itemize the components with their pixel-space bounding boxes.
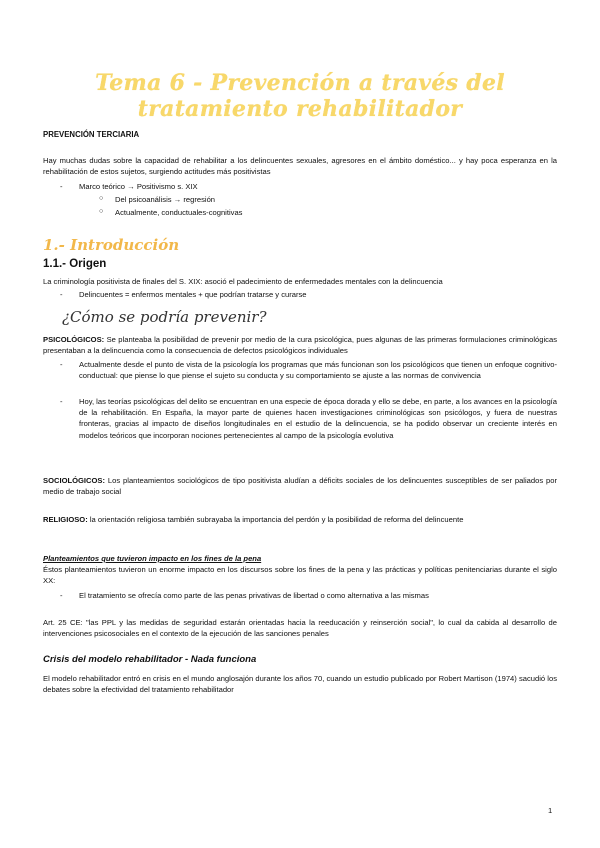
- planteamientos-bullet: [60, 590, 557, 601]
- prevencion-terciaria-heading: PREVENCIÓN TERCIARIA: [43, 130, 140, 139]
- sociologicos-label: SOCIOLÓGICOS:: [43, 476, 106, 485]
- como-prevenir-heading: ¿Cómo se podría prevenir?: [62, 308, 267, 326]
- circle-marker: ○: [99, 195, 104, 202]
- religioso-paragraph: [43, 514, 557, 525]
- dash-marker: -: [60, 397, 63, 406]
- psico-bullet: [60, 359, 557, 381]
- art25-paragraph: Art. 25 CE: "las PPL y las medidas de seguridad estarán orientadas hacia la reeducación y reinserción social", lo cual da cabida al desarrollo de intervenciones psicosociales en el contexto de la ejecución de las sanciones penales: [43, 618, 557, 639]
- psicologicos-paragraph: [43, 334, 557, 356]
- marco-sub-text: Del psicoanálisis → regresión: [115, 195, 216, 204]
- sociologicos-paragraph: [43, 475, 557, 497]
- psicologicos-label: PSICOLÓGICOS:: [43, 335, 105, 344]
- religioso-text: la orientación religiosa también subrayaba la importancia del perdón y la posibilidad de reforma del delincuente: [87, 515, 464, 524]
- document-title: Tema 6 - Prevención a través del tratamiento rehabilitador: [95, 70, 505, 122]
- dash-marker: -: [60, 182, 63, 191]
- psico-bullet: [60, 396, 557, 441]
- religioso-label: RELIGIOSO:: [43, 515, 88, 524]
- dash-marker: -: [60, 360, 63, 369]
- subsection-heading-origen: 1.1.- Origen: [43, 258, 107, 270]
- dash-marker: -: [60, 591, 63, 600]
- psico-bullet-text: Actualmente desde el punto de vista de la psicología los programas que más funcionan son los psicológicos que tienen un enfoque cognitivo-conductual: que piense lo que piense el sujeto su conducta y su comportamiento se ajuste a las normas de convivencia: [79, 360, 557, 381]
- psico-bullet-text: Hoy, las teorías psicológicas del delito se encuentran en una especie de época dorada y ello se debe, en parte, a los avances en la psicología de la rehabilitación. En España, la mayor parte de quienes hacen investigaciones criminológicas son psicólogos, y fuera de nuestras fronteras, gracias al impacto de diseños longitudinales en el estudio de la delincuencia, se ha podido observar un creciente interés en modelos teóricos que incorporan nociones pertenecientes al campo de la psicología evolutiva: [79, 397, 557, 440]
- marco-sub-item: [99, 207, 557, 218]
- marco-sub-text: Actualmente, conductuales-cognitivas: [115, 208, 243, 217]
- dash-marker: -: [60, 290, 63, 299]
- origen-bullet-text: Delincuentes = enfermos mentales + que podrían tratarse y curarse: [79, 290, 307, 299]
- planteamientos-heading: [43, 553, 557, 564]
- crisis-heading: Crisis del modelo rehabilitador - Nada funciona: [43, 654, 257, 665]
- marco-bullet-text: Marco teórico → Positivismo s. XIX: [79, 182, 198, 191]
- circle-marker: ○: [99, 208, 104, 215]
- crisis-paragraph: El modelo rehabilitador entró en crisis en el mundo anglosajón durante los años 70, cuando un estudio publicado por Robert Martison (1974) sacudió los debates sobre la efectividad del tratamiento rehabilitador: [43, 674, 557, 695]
- origen-paragraph: La criminología positivista de finales del S. XIX: asoció el padecimiento de enfermedades mentales con la delincuencia: [43, 277, 443, 286]
- intro-paragraph: Hay muchas dudas sobre la capacidad de rehabilitar a los delincuentes sexuales, agresores en el ámbito doméstico... y hay poca esperanza en la rehabilitación de estos sujetos, surgiendo actitudes más positivistas: [43, 156, 557, 177]
- marco-sub-item: [99, 194, 557, 205]
- psicologicos-text: Se planteaba la posibilidad de prevenir por medio de la cura psicológica, pues algunas de las primeras formulaciones criminológicas presentaban a la delincuencia como la consecuencia de defectos psicológicos individuales: [43, 335, 557, 356]
- planteamientos-paragraph: Éstos planteamientos tuvieron un enorme impacto en los discursos sobre los fines de la pena y las prácticas y políticas penitenciarias durante el siglo XX:: [43, 565, 557, 586]
- marco-bullet: [60, 181, 557, 192]
- planteamientos-bullet-text: El tratamiento se ofrecía como parte de las penas privativas de libertad o como alternativa a las mismas: [79, 591, 429, 600]
- page-number: 1: [548, 806, 553, 815]
- planteamientos-heading-text: Planteamientos que tuvieron impacto en los fines de la pena: [43, 554, 262, 563]
- sociologicos-text: Los planteamientos sociológicos de tipo positivista aludían a déficits sociales de los delincuentes susceptibles de ser paliados por medio de trabajo social: [43, 476, 557, 497]
- section-heading-introduccion: 1.- Introducción: [43, 236, 180, 254]
- origen-bullet: [60, 289, 557, 300]
